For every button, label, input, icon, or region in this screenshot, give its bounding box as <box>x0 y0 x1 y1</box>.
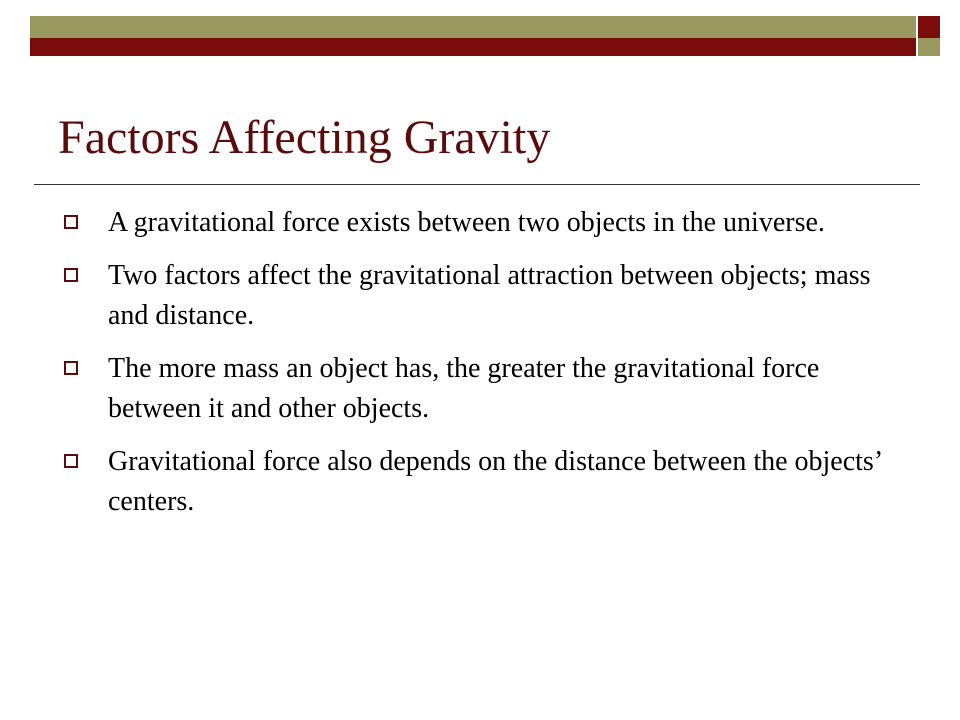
slide-title: Factors Affecting Gravity <box>58 111 551 164</box>
hollow-square-bullet-icon <box>64 215 78 229</box>
bullet-text: Gravitational force also depends on the distance between the objects’ centers. <box>108 446 882 517</box>
bullet-item <box>58 256 908 336</box>
header-band-red <box>30 38 916 56</box>
header-corner-red <box>918 16 940 38</box>
bullet-item <box>58 349 908 429</box>
hollow-square-bullet-icon <box>64 361 78 375</box>
bullet-item <box>58 442 908 522</box>
bullet-list <box>58 203 908 535</box>
bullet-item <box>58 203 908 243</box>
hollow-square-bullet-icon <box>64 454 78 468</box>
title-divider <box>34 184 920 185</box>
header-band-olive <box>30 16 916 38</box>
bullet-text: A gravitational force exists between two objects in the universe. <box>108 207 825 238</box>
bullet-text: Two factors affect the gravitational attraction between objects; mass and distance. <box>108 260 871 331</box>
header-corner-olive <box>918 38 940 56</box>
bullet-text: The more mass an object has, the greater the gravitational force between it and other objects. <box>108 353 820 424</box>
hollow-square-bullet-icon <box>64 268 78 282</box>
